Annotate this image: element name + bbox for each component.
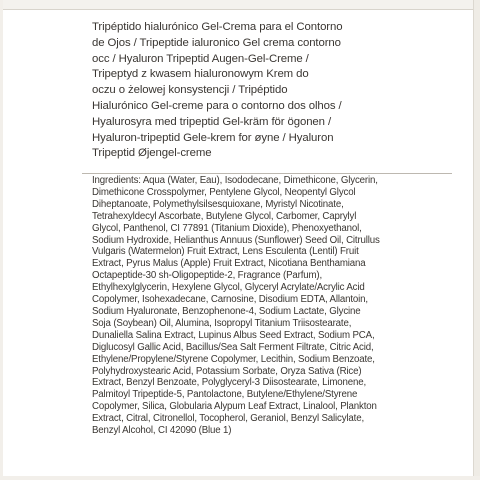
- ingredients-line: Diheptanoate, Polymethylsilsesquioxane, Myristyl Nicotinate,: [92, 198, 344, 210]
- title-line: de Ojos / Tripeptide ialuronico Gel crema contorno: [92, 36, 341, 49]
- ingredients-line: Copolymer, Isohexadecane, Carnosine, Disodium EDTA, Allantoin,: [92, 294, 368, 306]
- ingredients-line: Polyhydroxystearic Acid, Potassium Sorbate, Oryza Sativa (Rice): [92, 365, 362, 377]
- ingredients-line: Octapeptide-30 sh-Oligopeptide-2, Fragrance (Parfum),: [92, 270, 323, 282]
- ingredients-line: Extract, Citral, Citronellol, Tocopherol, Geraniol, Benzyl Salicylate,: [92, 413, 364, 425]
- title-line: oczu o żelowej konsystencji / Tripéptido: [92, 84, 288, 97]
- section-divider: [82, 173, 452, 174]
- box-left-edge: [0, 0, 3, 480]
- ingredients-line: Copolymer, Silica, Globularia Alypum Leaf Extract, Linalool, Plankton: [92, 401, 377, 413]
- ingredients-line: Glycol, Panthenol, CI 77891 (Titanium Dioxide), Phenoxyethanol,: [92, 222, 362, 234]
- ingredients-line: Diglucosyl Gallic Acid, Bacillus/Sea Salt Ferment Filtrate, Citric Acid,: [92, 341, 374, 353]
- ingredients-line: Benzyl Alcohol, CI 42090 (Blue 1): [92, 425, 232, 437]
- ingredients-list: [92, 175, 452, 437]
- title-line: Hyaluron-tripeptid Gele-krem for øyne / Hyaluron: [92, 131, 334, 144]
- ingredients-line: Sodium Hydroxide, Helianthus Annuus (Sunflower) Seed Oil, Citrullus: [92, 234, 380, 246]
- title-line: Tripéptido hialurónico Gel-Crema para el Contorno: [92, 21, 343, 33]
- title-line: Hyalurosyra med tripeptid Gel-kräm för ögonen /: [92, 115, 332, 128]
- title-line: occ / Hyaluron Tripeptid Augen-Gel-Creme /: [92, 52, 309, 65]
- ingredients-line: Ethylene/Propylene/Styrene Copolymer, Lecithin, Sodium Benzoate,: [92, 353, 375, 365]
- ingredients-line: Vulgaris (Watermelon) Fruit Extract, Lens Esculenta (Lentil) Fruit: [92, 246, 359, 258]
- ingredients-line: Ingredients: Aqua (Water, Eau), Isododecane, Dimethicone, Glycerin,: [92, 175, 378, 186]
- title-line: Tripeptyd z kwasem hialuronowym Krem do: [92, 68, 309, 81]
- ingredients-line: Sodium Hyaluronate, Benzophenone-4, Sodium Lactate, Glycine: [92, 305, 361, 317]
- product-name-multilingual: [92, 20, 447, 162]
- ingredients-line: Tetrahexyldecyl Ascorbate, Butylene Glycol, Carbomer, Caprylyl: [92, 210, 357, 222]
- ingredients-line: Dunaliella Salina Extract, Lupinus Albus Seed Extract, Sodium PCA,: [92, 329, 375, 341]
- ingredients-line: Extract, Pyrus Malus (Apple) Fruit Extract, Nicotiana Benthamiana: [92, 258, 366, 270]
- box-bottom-edge: [0, 476, 480, 480]
- ingredients-line: Soja (Soybean) Oil, Alumina, Isopropyl Titanium Triisostearate,: [92, 317, 352, 329]
- title-line: Tripeptid Øjengel-creme: [92, 147, 212, 160]
- ingredients-line: Dimethicone Crosspolymer, Pentylene Glycol, Neopentyl Glycol: [92, 186, 356, 198]
- ingredients-line: Ethylhexylglycerin, Hexylene Glycol, Glyceryl Acrylate/Acrylic Acid: [92, 282, 365, 294]
- title-line: Hialurónico Gel-creme para o contorno dos olhos /: [92, 99, 342, 112]
- box-top-edge: [0, 0, 480, 10]
- ingredients-line: Palmitoyl Tripeptide-5, Pantolactone, Butylene/Ethylene/Styrene: [92, 389, 358, 401]
- ingredients-line: Extract, Benzyl Benzoate, Polyglyceryl-3 Diisostearate, Limonene,: [92, 377, 367, 389]
- box-right-edge: [473, 0, 480, 480]
